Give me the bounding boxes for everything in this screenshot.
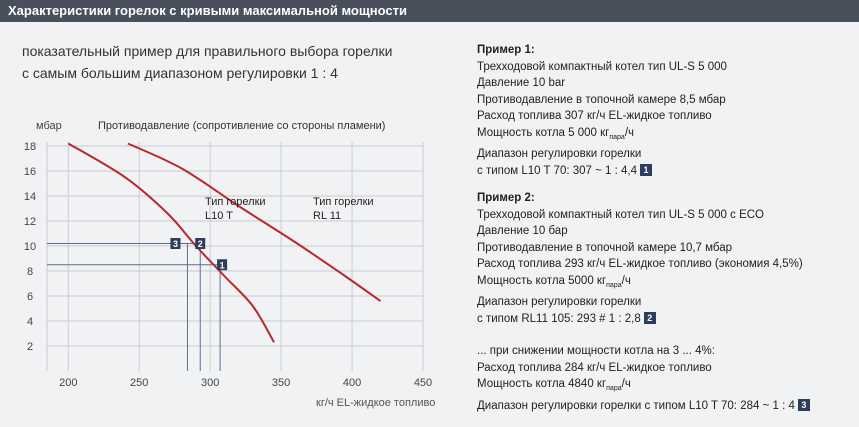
example-1-title: Пример 1: <box>477 44 535 56</box>
y-tick-label: 8 <box>26 266 34 278</box>
y-axis-label: мбар <box>36 120 62 132</box>
y-tick-label: 14 <box>23 191 37 203</box>
marker-label-1: 1 <box>219 260 225 271</box>
example-2-output-sub: пара <box>606 281 622 289</box>
example-2-output-unit: /ч <box>621 274 631 287</box>
example-3-intro: ... при снижении мощности котла на 3 ... 4%: <box>477 345 715 357</box>
x-axis-label: кг/ч EL-жидкое топливо <box>316 397 436 409</box>
x-tick-label: 350 <box>271 377 291 389</box>
marker-label-2: 2 <box>197 239 203 249</box>
y-tick-label: 10 <box>23 241 37 253</box>
series-line-2 <box>128 144 381 302</box>
y-tick-label: 6 <box>26 291 34 303</box>
y-tick-label: 18 <box>23 141 37 153</box>
example-2-output-text: Мощность котла 5000 кг <box>477 274 607 287</box>
example-1-boiler: Трехходовой компактный котел тип UL-S 5 000 <box>477 60 727 73</box>
example-2-output <box>477 273 803 295</box>
y-tick-label: 12 <box>23 216 37 228</box>
series-label-1-line1: Тип горелки <box>205 196 266 208</box>
x-tick-label: 250 <box>130 377 149 389</box>
badge-1: 1 <box>640 164 652 176</box>
example-1-range-label: Диапазон регулировки горелки <box>477 148 642 160</box>
series-label-2-line2: RL 11 <box>313 210 342 222</box>
example-2-range-text: с типом RL11 105: 293 # 1 : 2,8 <box>477 312 641 325</box>
badge-3: 3 <box>798 399 810 411</box>
example-3-output <box>477 376 810 398</box>
example-3-output-unit: /ч <box>621 378 631 390</box>
example-1-backpressure: Противодавление в топочной камере 8,5 мбар <box>477 93 726 106</box>
chart-title: Противодавление (сопротивление со стороны пламени) <box>98 120 386 132</box>
example-3-range <box>477 398 810 415</box>
example-2-backpressure: Противодавление в топочной камере 10,7 мбар <box>477 241 733 254</box>
example-1-output <box>477 125 727 147</box>
example-3-output-sub: пара <box>606 385 622 392</box>
example-2-fuel: Расход топлива 293 кг/ч EL-жидкое топливо (экономия 4,5%) <box>477 258 803 270</box>
example-1 <box>477 42 727 179</box>
example-1-range-text: с типом L10 T 70: 307 ~ 1 : 4,4 <box>477 164 637 177</box>
example-2-boiler: Трехходовой компактный котел тип UL-S 5 000 с ECO <box>477 208 764 221</box>
x-tick-label: 200 <box>59 377 78 389</box>
example-1-output-sub: пара <box>609 133 625 141</box>
example-2-range-label: Диапазон регулировки горелки <box>477 296 642 308</box>
example-3-fuel: Расход топлива 284 кг/ч EL-жидкое топливо <box>477 361 712 374</box>
example-2-title: Пример 2: <box>477 192 535 204</box>
example-1-range <box>477 163 727 180</box>
x-tick-label: 300 <box>200 377 220 389</box>
example-1-output-text: Мощность котла 5 000 кг <box>477 126 610 139</box>
x-tick-label: 450 <box>413 377 433 389</box>
example-3-range-text: Диапазон регулировки горелки с типом L10 T 70: 284 ~ 1 : 4 <box>477 399 795 412</box>
series-label-1-line2: L10 T <box>205 210 233 222</box>
y-tick-label: 16 <box>23 166 37 178</box>
example-3-output-text: Мощность котла 4840 кг <box>477 378 607 390</box>
series-label-2-line1: Тип горелки <box>313 196 374 208</box>
example-2 <box>477 190 803 327</box>
example-1-pressure: Давление 10 bar <box>477 77 566 89</box>
example-2-pressure: Давление 10 бар <box>477 225 568 237</box>
example-1-fuel: Расход топлива 307 кг/ч EL-жидкое топливо <box>477 110 712 122</box>
x-tick-label: 400 <box>342 377 362 389</box>
example-3 <box>477 343 810 414</box>
marker-label-3: 3 <box>172 239 178 249</box>
example-1-output-unit: /ч <box>624 126 635 139</box>
page-title: Характеристики горелок с кривыми максимальной мощности <box>8 3 408 18</box>
y-tick-label: 2 <box>26 341 34 353</box>
y-tick-label: 4 <box>26 316 34 328</box>
example-2-range <box>477 311 803 328</box>
intro-line-2: с самым большим диапазоном регулировки 1 : 4 <box>22 65 338 81</box>
intro-line-1: показательный пример для правильного выбора горелки <box>22 43 393 59</box>
badge-2: 2 <box>644 312 656 324</box>
